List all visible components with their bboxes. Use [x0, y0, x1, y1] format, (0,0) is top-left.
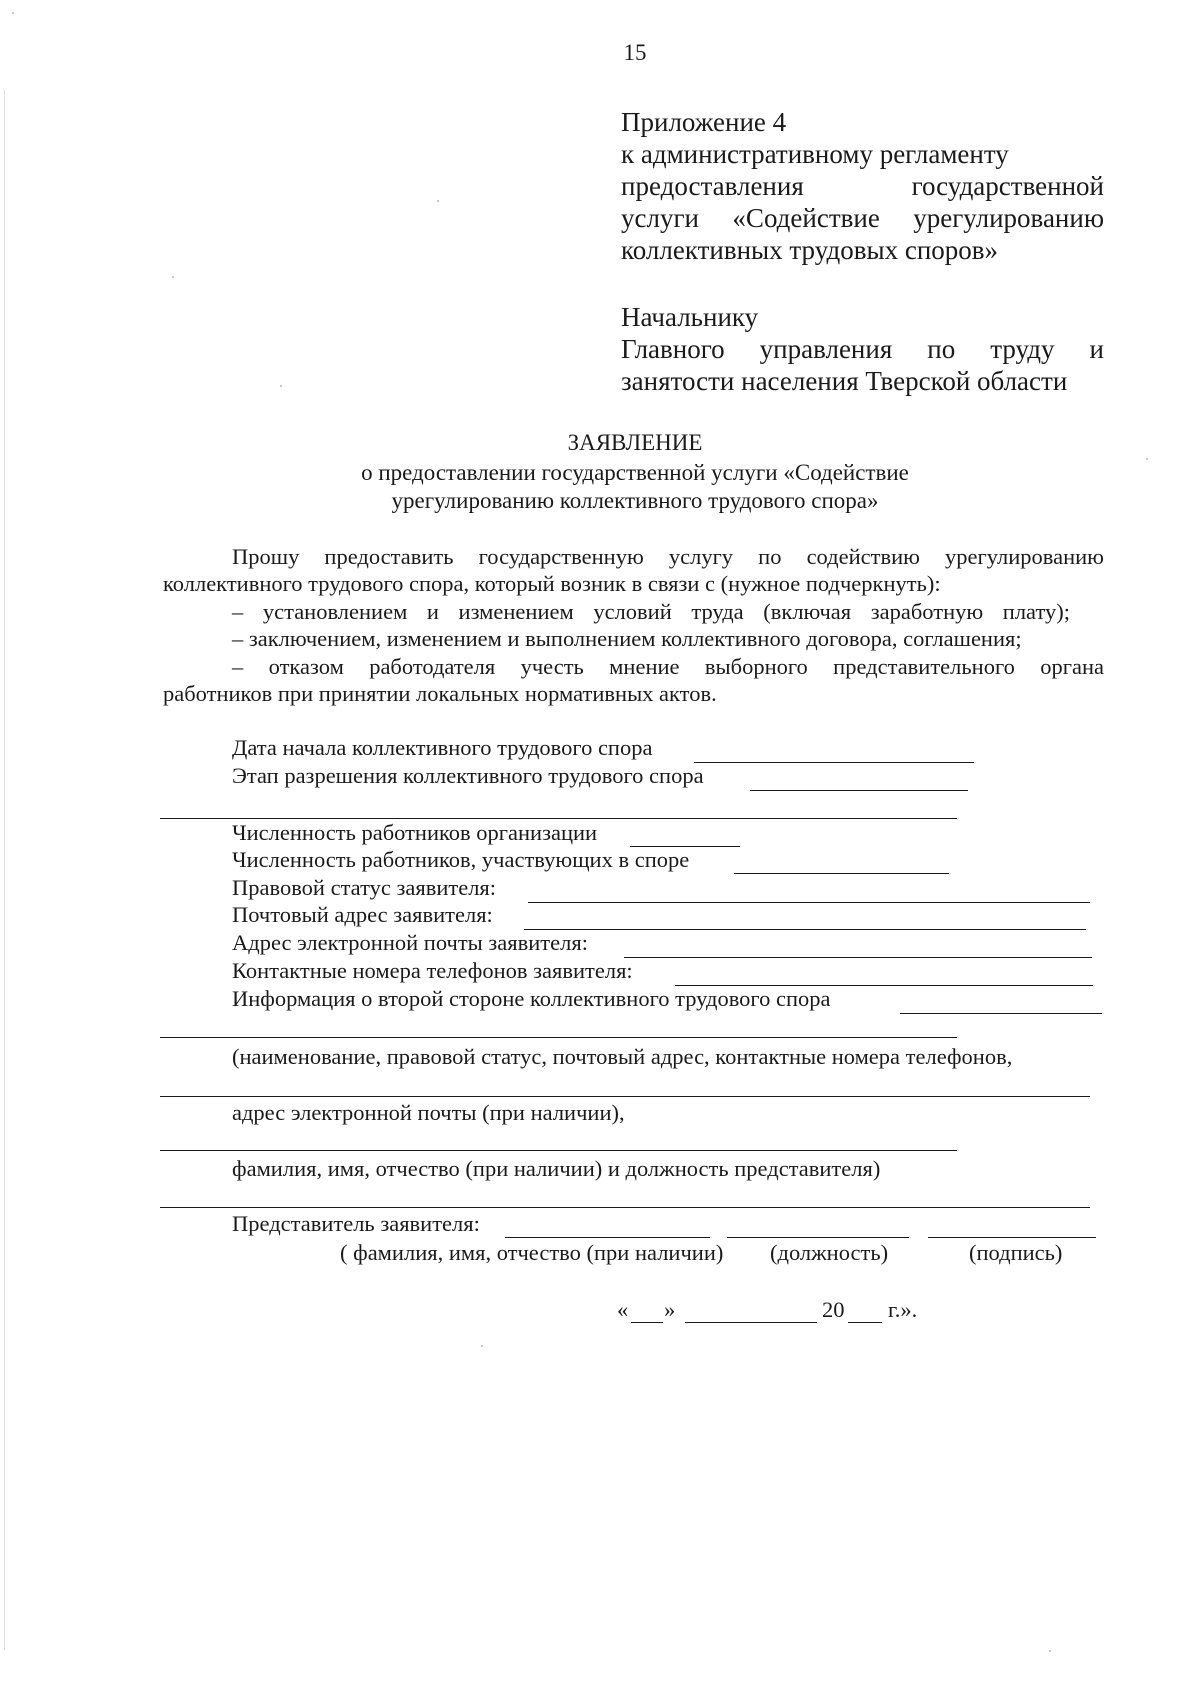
- legal-status-field[interactable]: [528, 902, 1090, 903]
- addressee-block: [621, 301, 1104, 397]
- scan-speck: [12, 12, 14, 14]
- field-employees-dispute-label: Численность работников, участвующих в споре: [232, 847, 690, 872]
- document-subtitle: урегулированию коллективного трудового спора»: [391, 488, 879, 513]
- field-stage-label: Этап разрешения коллективного трудового спора: [232, 763, 704, 788]
- postal-address-field[interactable]: [524, 929, 1086, 930]
- scan-speck: [437, 200, 439, 202]
- request-option: – заключением, изменением и выполнением коллективного договора, соглашения;: [232, 626, 1022, 651]
- request-option: – установлением и изменением условий труда (включая заработную плату);: [232, 599, 1070, 624]
- date-open-quote: «: [617, 1297, 629, 1322]
- scan-edge: [4, 90, 5, 1650]
- employees-in-dispute-field[interactable]: [734, 873, 949, 874]
- representative-label: Представитель заявителя:: [232, 1211, 480, 1236]
- addressee-line: Главного управления по труду и: [621, 334, 1104, 364]
- addressee-line: занятости населения Тверской области: [621, 366, 1068, 396]
- stage-field-continuation[interactable]: [160, 818, 957, 819]
- hint-text: (наименование, правовой статус, почтовый адрес, контактные номера телефонов,: [232, 1044, 1013, 1069]
- addressee-line: Начальнику: [621, 302, 759, 332]
- scan-speck: [1049, 1650, 1051, 1652]
- representative-signature-field[interactable]: [928, 1237, 1096, 1238]
- representative-position-field[interactable]: [727, 1237, 909, 1238]
- second-party-field-line[interactable]: [160, 1096, 1090, 1097]
- field-phones-label: Контактные номера телефонов заявителя:: [232, 958, 633, 983]
- date-suffix: г.».: [888, 1297, 918, 1322]
- date-close-quote: »: [664, 1297, 676, 1322]
- appendix-line: услуги «Содействие урегулированию: [621, 203, 1104, 233]
- request-option: – отказом работодателя учесть мнение выборного представительного органа: [232, 654, 1104, 679]
- date-year-field[interactable]: [848, 1322, 882, 1323]
- document-subtitle: о предоставлении государственной услуги «Содействие: [361, 460, 909, 485]
- date-year-prefix: 20: [822, 1297, 845, 1322]
- caption-signature: (подпись): [969, 1240, 1063, 1265]
- request-option: работников при принятии локальных нормативных актов.: [163, 681, 717, 706]
- scan-speck: [280, 385, 282, 387]
- request-text: Прошу предоставить государственную услугу по содействию урегулированию: [232, 544, 1104, 569]
- caption-position: (должность): [770, 1240, 889, 1265]
- page-number: 15: [623, 40, 647, 65]
- representative-name-field[interactable]: [505, 1237, 710, 1238]
- field-start-date-label: Дата начала коллективного трудового спора: [232, 735, 653, 760]
- second-party-field-line[interactable]: [160, 1207, 1090, 1208]
- appendix-block: [621, 106, 1104, 266]
- field-email-label: Адрес электронной почты заявителя:: [232, 930, 588, 955]
- field-legal-status-label: Правовой статус заявителя:: [232, 875, 497, 900]
- appendix-line: к административному регламенту: [621, 139, 1009, 169]
- field-postal-address-label: Почтовый адрес заявителя:: [232, 902, 493, 927]
- email-field[interactable]: [624, 957, 1092, 958]
- date-day-field[interactable]: [631, 1322, 663, 1323]
- field-second-party-label: Информация о второй стороне коллективного трудового спора: [232, 986, 831, 1011]
- second-party-field-line[interactable]: [160, 1150, 957, 1151]
- appendix-line: Приложение 4: [621, 107, 787, 137]
- start-date-field[interactable]: [694, 762, 974, 763]
- second-party-field-line[interactable]: [160, 1037, 957, 1038]
- scan-speck: [172, 276, 174, 278]
- stage-field[interactable]: [750, 790, 968, 791]
- caption-name: ( фамилия, имя, отчество (при наличии): [340, 1240, 724, 1265]
- hint-text: фамилия, имя, отчество (при наличии) и должность представителя): [232, 1156, 881, 1181]
- scan-speck: [481, 1345, 483, 1347]
- date-month-field[interactable]: [685, 1322, 817, 1323]
- scan-speck: [1146, 458, 1148, 460]
- document-title: ЗАЯВЛЕНИЕ: [567, 430, 703, 455]
- second-party-field[interactable]: [900, 1013, 1102, 1014]
- hint-text: адрес электронной почты (при наличии),: [232, 1100, 625, 1125]
- appendix-line: коллективных трудовых споров»: [621, 235, 999, 265]
- field-employees-total-label: Численность работников организации: [232, 820, 598, 845]
- appendix-line: предоставления государственной: [621, 171, 1104, 201]
- request-text: коллективного трудового спора, который возник в связи с (нужное подчеркнуть):: [163, 571, 941, 596]
